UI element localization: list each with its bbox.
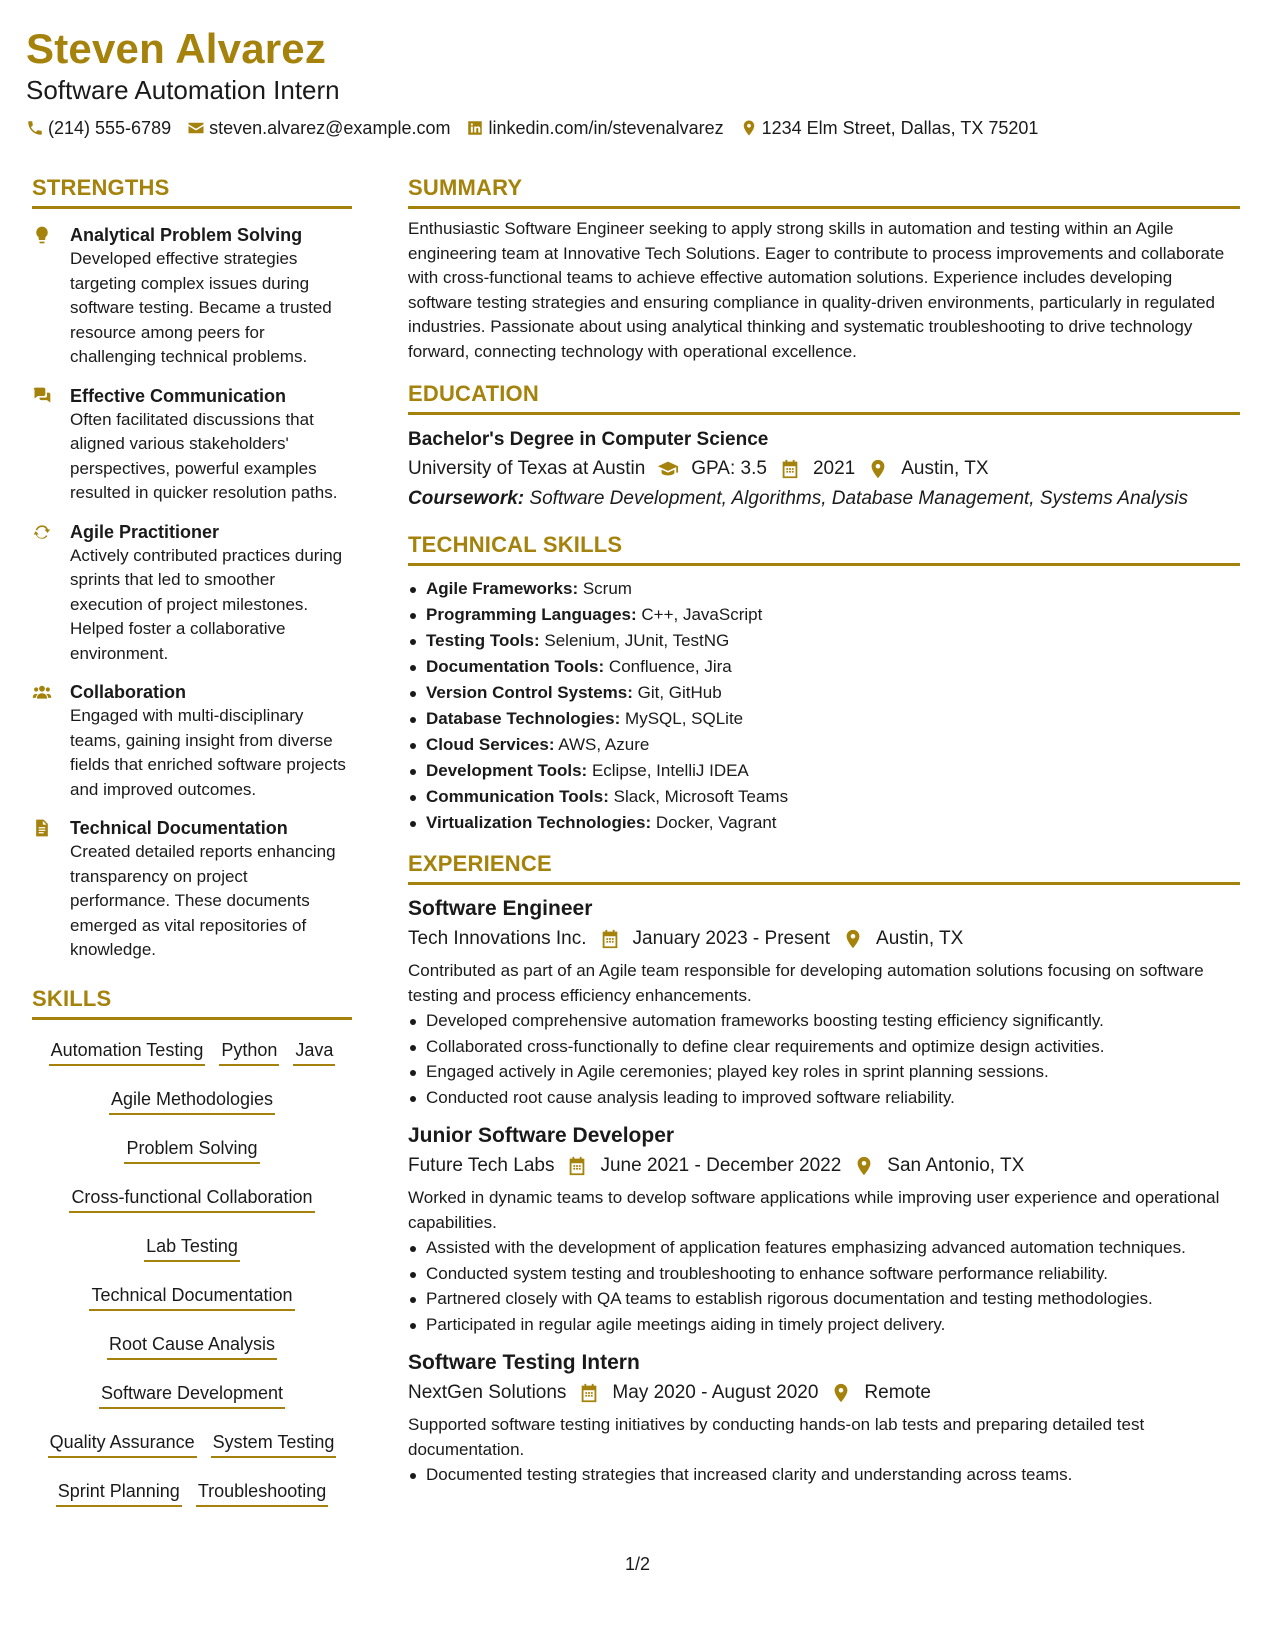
- job-bullets: [408, 1236, 1240, 1337]
- calendar-icon: [779, 458, 801, 480]
- address-text: 1234 Elm Street, Dallas, TX 75201: [761, 118, 1039, 138]
- job-entry: [408, 1122, 1240, 1337]
- map-pin-icon: [830, 1382, 852, 1404]
- tech-label: Communication Tools:: [426, 787, 609, 806]
- job-location: Austin, TX: [876, 928, 964, 949]
- tech-value: Confluence, Jira: [608, 657, 732, 676]
- envelope-icon: [187, 119, 205, 137]
- sync-arrows-icon: [32, 522, 52, 542]
- experience-section: [408, 850, 1240, 1488]
- technical-skills-list: [408, 576, 1240, 836]
- coursework-label: Coursework:: [408, 488, 525, 509]
- summary-text: Enthusiastic Software Engineer seeking to apply strong skills in automation and testing within an Agile engineering team at Innovative Tech Solutions. Eager to contribute to process improvements and collaborate with cross-functional teams to achieve effective automation solutions. Experience includes developing software testing strategies and ensuring compliance in quality-driven environments, particularly in regulated industries. Passionate about using analytical thinking and systematic troubleshooting to drive technology forward, connecting technology with operational excellence.: [408, 219, 1225, 361]
- strength-title: Technical Documentation: [70, 818, 288, 838]
- skill-tag: System Testing: [211, 1426, 337, 1458]
- job-description: Worked in dynamic teams to develop software applications while improving user experience and operational capabilities.: [408, 1188, 1220, 1232]
- strength-item: [32, 520, 352, 667]
- job-title: Software Engineer: [408, 897, 593, 920]
- job-dates: June 2021 - December 2022: [600, 1155, 842, 1176]
- strength-title: Effective Communication: [70, 385, 287, 406]
- strength-desc: Created detailed reports enhancing transparency on project performance. These documents emerged as vital repositories of knowledge.: [70, 842, 336, 959]
- job-meta: [408, 1379, 1240, 1407]
- list-item: Participated in regular agile meetings aiding in timely project delivery.: [408, 1313, 1240, 1338]
- list-item: [408, 810, 1240, 836]
- strength-item: [32, 816, 352, 963]
- summary-heading: SUMMARY: [408, 174, 1240, 209]
- email-text[interactable]: steven.alvarez@example.com: [209, 118, 451, 138]
- school-name: University of Texas at Austin: [408, 458, 646, 479]
- tech-label: Development Tools:: [426, 761, 588, 780]
- tech-label: Documentation Tools:: [426, 657, 605, 676]
- graduation-cap-icon: [657, 458, 679, 480]
- tech-label: Testing Tools:: [426, 631, 540, 650]
- lightbulb-icon: [32, 225, 52, 245]
- list-item: [408, 784, 1240, 810]
- strength-desc: Often facilitated discussions that aligned various stakeholders' perspectives, powerful examples resulted in quicker resolution paths.: [70, 409, 338, 502]
- job-location: San Antonio, TX: [887, 1155, 1025, 1176]
- resume-header: [26, 24, 1246, 140]
- education-meta: [408, 455, 1240, 483]
- technical-skills-heading: TECHNICAL SKILLS: [408, 531, 1240, 566]
- job-bullets: [408, 1009, 1240, 1110]
- company-name: NextGen Solutions: [408, 1382, 567, 1403]
- strength-title: Collaboration: [70, 682, 186, 702]
- strength-item: [32, 680, 352, 802]
- company-name: Future Tech Labs: [408, 1155, 555, 1176]
- linkedin-text[interactable]: linkedin.com/in/stevenalvarez: [488, 118, 724, 138]
- map-pin-icon: [853, 1155, 875, 1177]
- list-item: [408, 654, 1240, 680]
- job-location: Remote: [864, 1382, 931, 1403]
- map-pin-icon: [842, 928, 864, 950]
- list-item: Partnered closely with QA teams to establish rigorous documentation and testing methodologies.: [408, 1287, 1240, 1312]
- list-item: Collaborated cross-functionally to define clear requirements and optimize design activities.: [408, 1035, 1240, 1060]
- strength-title: Agile Practitioner: [70, 521, 220, 542]
- job-description: Supported software testing initiatives by conducting hands-on lab tests and preparing detailed test documentation.: [408, 1415, 1145, 1459]
- company-name: Tech Innovations Inc.: [408, 928, 587, 949]
- strength-desc: Developed effective strategies targeting complex issues during software testing. Became a trusted resource among peers for challenging technical problems.: [70, 249, 332, 366]
- job-dates: January 2023 - Present: [632, 928, 831, 949]
- tech-value: Git, GitHub: [637, 683, 722, 702]
- strength-title: Analytical Problem Solving: [70, 225, 303, 245]
- skills-heading: SKILLS: [32, 985, 352, 1020]
- skill-tag: Python: [219, 1034, 279, 1066]
- phone-icon: [26, 119, 44, 137]
- skill-tag: Technical Documentation: [89, 1279, 294, 1311]
- skills-section: [32, 985, 352, 1518]
- strength-desc: Actively contributed practices during sprints that led to smoother execution of project milestones. Helped foster a collaborative environment.: [70, 545, 343, 663]
- tech-label: Cloud Services:: [426, 735, 555, 754]
- tech-label: Programming Languages:: [426, 605, 637, 624]
- skills-list: [32, 1028, 352, 1518]
- list-item: Developed comprehensive automation frameworks boosting testing efficiency significantly.: [408, 1009, 1240, 1034]
- degree-title: Bachelor's Degree in Computer Science: [408, 429, 769, 450]
- tech-value: Selenium, JUnit, TestNG: [544, 631, 730, 650]
- tech-label: Version Control Systems:: [426, 683, 633, 702]
- skill-tag: Agile Methodologies: [109, 1083, 275, 1115]
- candidate-name: Steven Alvarez: [26, 25, 327, 72]
- calendar-icon: [566, 1155, 588, 1177]
- tech-value: Slack, Microsoft Teams: [613, 787, 789, 806]
- coursework-list: Software Development, Algorithms, Database Management, Systems Analysis: [529, 488, 1189, 509]
- technical-skills-section: [408, 531, 1240, 836]
- education-heading: EDUCATION: [408, 380, 1240, 415]
- skill-tag: Lab Testing: [144, 1230, 240, 1262]
- chat-bubbles-icon: [32, 386, 52, 406]
- contact-address: [740, 116, 1039, 140]
- strength-item: [32, 223, 352, 370]
- left-column: [32, 174, 352, 1518]
- job-description: Contributed as part of an Agile team responsible for developing automation solutions focusing on software testing and process efficiency enhancements.: [408, 961, 1204, 1005]
- skill-tag: Java: [293, 1034, 335, 1066]
- calendar-icon: [599, 928, 621, 950]
- tech-value: AWS, Azure: [558, 735, 650, 754]
- tech-label: Database Technologies:: [426, 709, 621, 728]
- job-meta: [408, 1152, 1240, 1180]
- tech-value: C++, JavaScript: [641, 605, 763, 624]
- list-item: Engaged actively in Agile ceremonies; played key roles in sprint planning sessions.: [408, 1060, 1240, 1085]
- coursework: [408, 485, 1240, 513]
- list-item: Assisted with the development of application features emphasizing advanced automation techniques.: [408, 1236, 1240, 1261]
- strength-desc: Engaged with multi-disciplinary teams, gaining insight from diverse fields that enriched software projects and improved outcomes.: [70, 706, 346, 799]
- education-section: [408, 380, 1240, 513]
- tech-value: Docker, Vagrant: [655, 813, 777, 832]
- contact-email[interactable]: [187, 116, 450, 140]
- skill-tag: Cross-functional Collaboration: [69, 1181, 314, 1213]
- job-meta: [408, 925, 1240, 953]
- list-item: Conducted root cause analysis leading to improved software reliability.: [408, 1086, 1240, 1111]
- page-number: 1/2: [624, 1554, 651, 1574]
- list-item: [408, 576, 1240, 602]
- list-item: [408, 732, 1240, 758]
- list-item: [408, 758, 1240, 784]
- job-entry: [408, 1349, 1240, 1488]
- list-item: [408, 628, 1240, 654]
- contact-linkedin[interactable]: [466, 116, 723, 140]
- map-pin-icon: [740, 119, 758, 137]
- skill-tag: Software Development: [99, 1377, 285, 1409]
- tech-value: MySQL, SQLite: [625, 709, 744, 728]
- list-item: [408, 602, 1240, 628]
- document-icon: [32, 818, 52, 838]
- contact-phone: [26, 116, 171, 140]
- summary-section: [408, 174, 1240, 364]
- tech-value: Eclipse, IntelliJ IDEA: [591, 761, 749, 780]
- strength-item: [32, 384, 352, 506]
- phone-text: (214) 555-6789: [48, 118, 172, 138]
- skill-tag: Troubleshooting: [196, 1475, 328, 1507]
- gpa-text: GPA: 3.5: [691, 458, 767, 479]
- job-title: Software Testing Intern: [408, 1351, 640, 1374]
- calendar-icon: [578, 1382, 600, 1404]
- users-icon: [32, 682, 52, 702]
- job-title: Junior Software Developer: [408, 1124, 675, 1147]
- school-location: Austin, TX: [901, 458, 989, 479]
- skill-tag: Problem Solving: [124, 1132, 259, 1164]
- contact-row: [26, 116, 1246, 140]
- job-entry: [408, 895, 1240, 1110]
- map-pin-icon: [867, 458, 889, 480]
- grad-year: 2021: [812, 458, 856, 479]
- skill-tag: Automation Testing: [49, 1034, 206, 1066]
- strengths-heading: STRENGTHS: [32, 174, 352, 209]
- list-item: [408, 680, 1240, 706]
- tech-value: Scrum: [582, 579, 632, 598]
- job-dates: May 2020 - August 2020: [612, 1382, 819, 1403]
- job-bullets: [408, 1463, 1240, 1488]
- linkedin-icon: [466, 119, 484, 137]
- right-column: [408, 174, 1240, 1489]
- skill-tag: Sprint Planning: [56, 1475, 182, 1507]
- skill-tag: Quality Assurance: [48, 1426, 197, 1458]
- skill-tag: Root Cause Analysis: [107, 1328, 277, 1360]
- list-item: Conducted system testing and troubleshooting to enhance software performance reliability.: [408, 1262, 1240, 1287]
- candidate-title: Software Automation Intern: [26, 75, 340, 105]
- list-item: [408, 706, 1240, 732]
- experience-heading: EXPERIENCE: [408, 850, 1240, 885]
- tech-label: Agile Frameworks:: [426, 579, 579, 598]
- tech-label: Virtualization Technologies:: [426, 813, 652, 832]
- list-item: Documented testing strategies that increased clarity and understanding across teams.: [408, 1463, 1240, 1488]
